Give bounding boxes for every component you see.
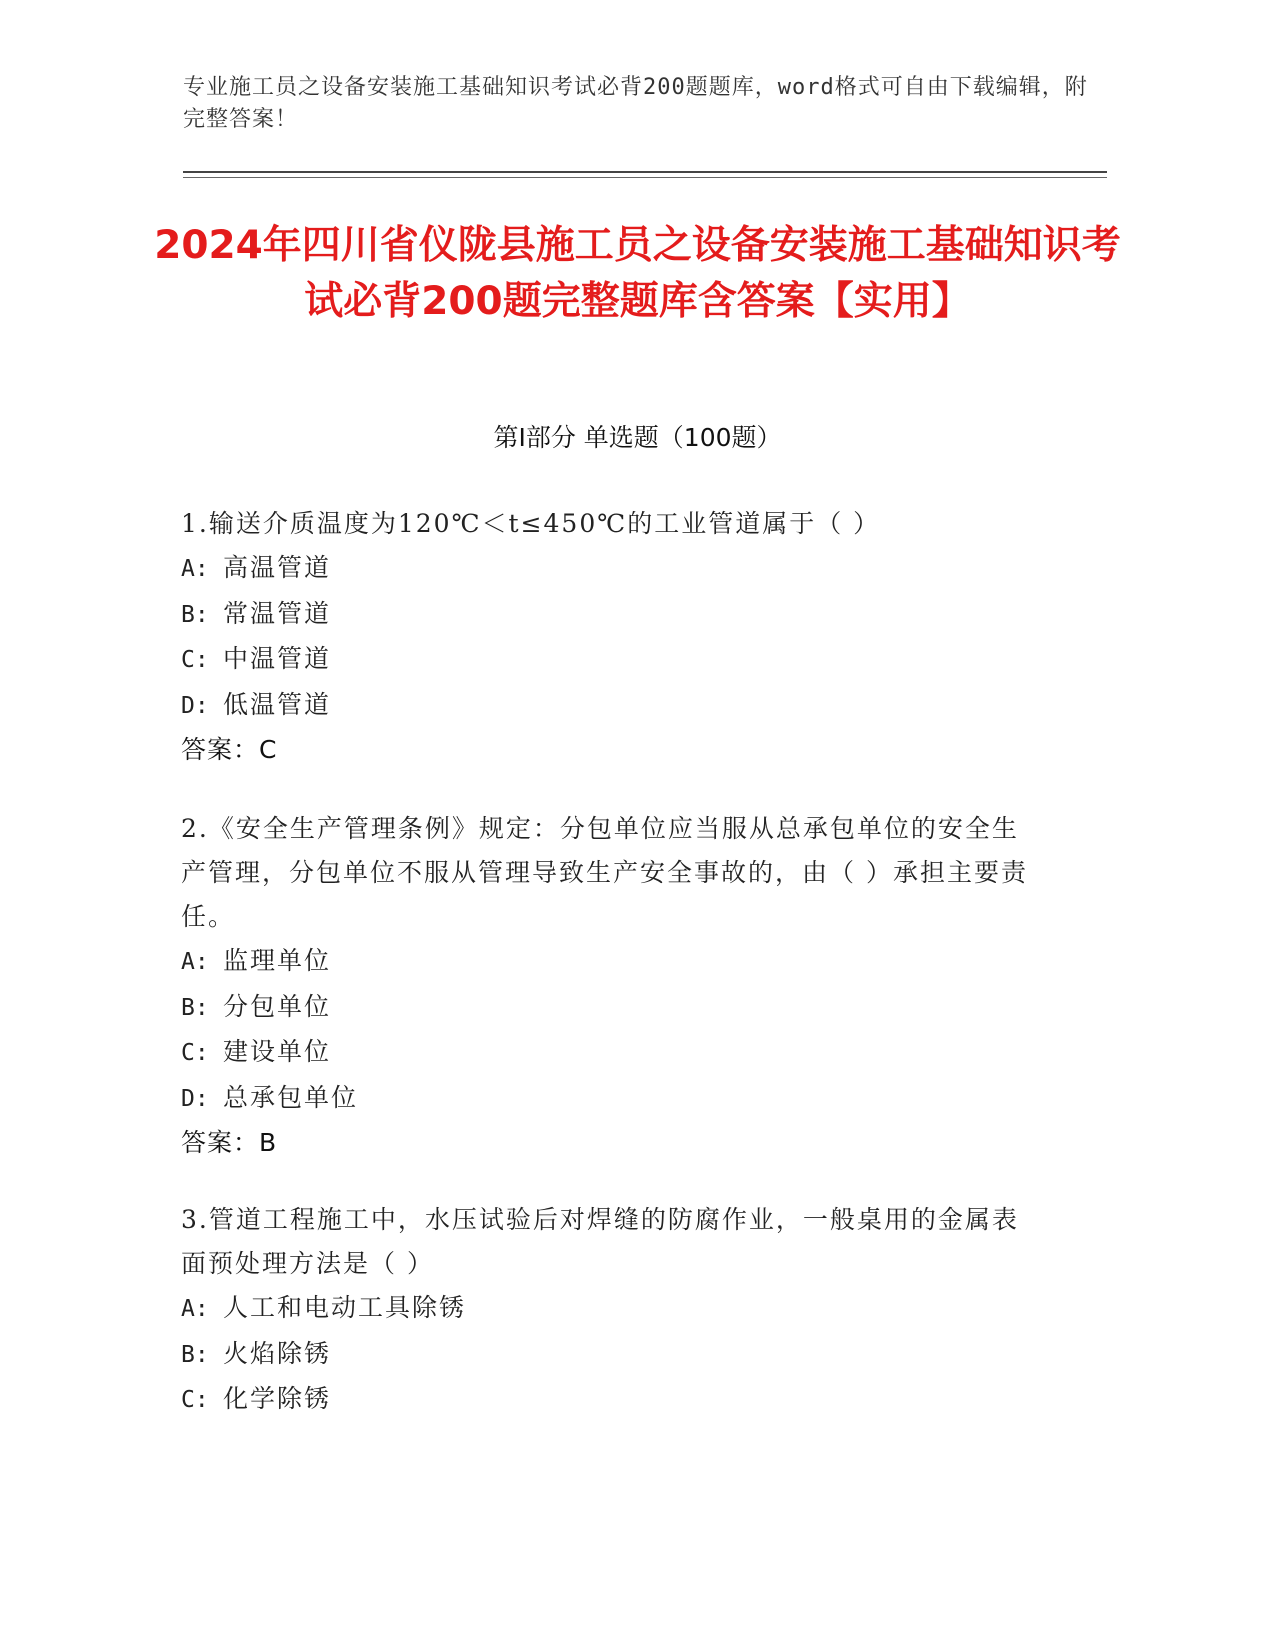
- header-note: 专业施工员之设备安装施工基础知识考试必背200题题库，word格式可自由下载编辑，附完整答案！: [183, 75, 1088, 132]
- option-b: [181, 592, 1041, 638]
- option-text: 化学除锈: [223, 1384, 332, 1413]
- option-a: [181, 1286, 1041, 1332]
- answer: 答案：C: [181, 735, 278, 764]
- option-text: 中温管道: [223, 644, 332, 673]
- question-text: 2.《安全生产管理条例》规定：分包单位应当服从总承包单位的安全生产管理，分包单位不服从管理导致生产安全事故的，由（ ）承担主要责任。: [181, 814, 1028, 931]
- option-letter: C:: [181, 1040, 209, 1066]
- option-c: [181, 637, 1041, 683]
- option-letter: A:: [181, 556, 209, 582]
- option-text: 火焰除锈: [223, 1338, 332, 1368]
- option-letter: B:: [181, 1341, 209, 1368]
- option-text: 高温管道: [223, 553, 332, 582]
- option-b: [181, 1332, 1041, 1378]
- answer: 答案：B: [181, 1128, 278, 1157]
- option-b: [181, 985, 1041, 1031]
- option-text: 监理单位: [223, 946, 332, 975]
- option-letter: A:: [181, 949, 209, 975]
- option-text: 建设单位: [223, 1037, 332, 1066]
- question-3: [181, 1198, 1041, 1423]
- header-rule-thick: [183, 171, 1107, 173]
- question-text: 3.管道工程施工中，水压试验后对焊缝的防腐作业，一般桌用的金属表面预处理方法是（ ）: [181, 1205, 1019, 1278]
- option-letter: B:: [181, 994, 209, 1021]
- option-text: 低温管道: [223, 689, 332, 719]
- option-d: [181, 1076, 1041, 1122]
- option-c: [181, 1030, 1041, 1076]
- question-text: 1.输送介质温度为120℃＜t≤450℃的工业管道属于（ ）: [181, 509, 881, 538]
- option-letter: D:: [181, 692, 209, 719]
- option-d: [181, 683, 1041, 729]
- header-rule-thin: [183, 177, 1107, 178]
- option-text: 分包单位: [223, 991, 332, 1021]
- option-letter: C:: [181, 1387, 209, 1413]
- document-title: 2024年四川省仪陇县施工员之设备安装施工基础知识考试必背200题完整题库含答案【实用】: [154, 223, 1121, 324]
- option-letter: B:: [181, 601, 209, 628]
- option-a: [181, 939, 1041, 985]
- option-letter: C:: [181, 647, 209, 673]
- option-text: 常温管道: [223, 598, 332, 628]
- question-1: [181, 502, 1041, 772]
- option-letter: A:: [181, 1296, 209, 1322]
- option-c: [181, 1377, 1041, 1423]
- option-text: 人工和电动工具除锈: [223, 1293, 467, 1322]
- option-a: [181, 546, 1041, 592]
- section-heading: 第Ⅰ部分 单选题（100题）: [493, 423, 782, 452]
- option-text: 总承包单位: [223, 1082, 359, 1112]
- option-letter: D:: [181, 1085, 209, 1112]
- question-2: [181, 807, 1041, 1165]
